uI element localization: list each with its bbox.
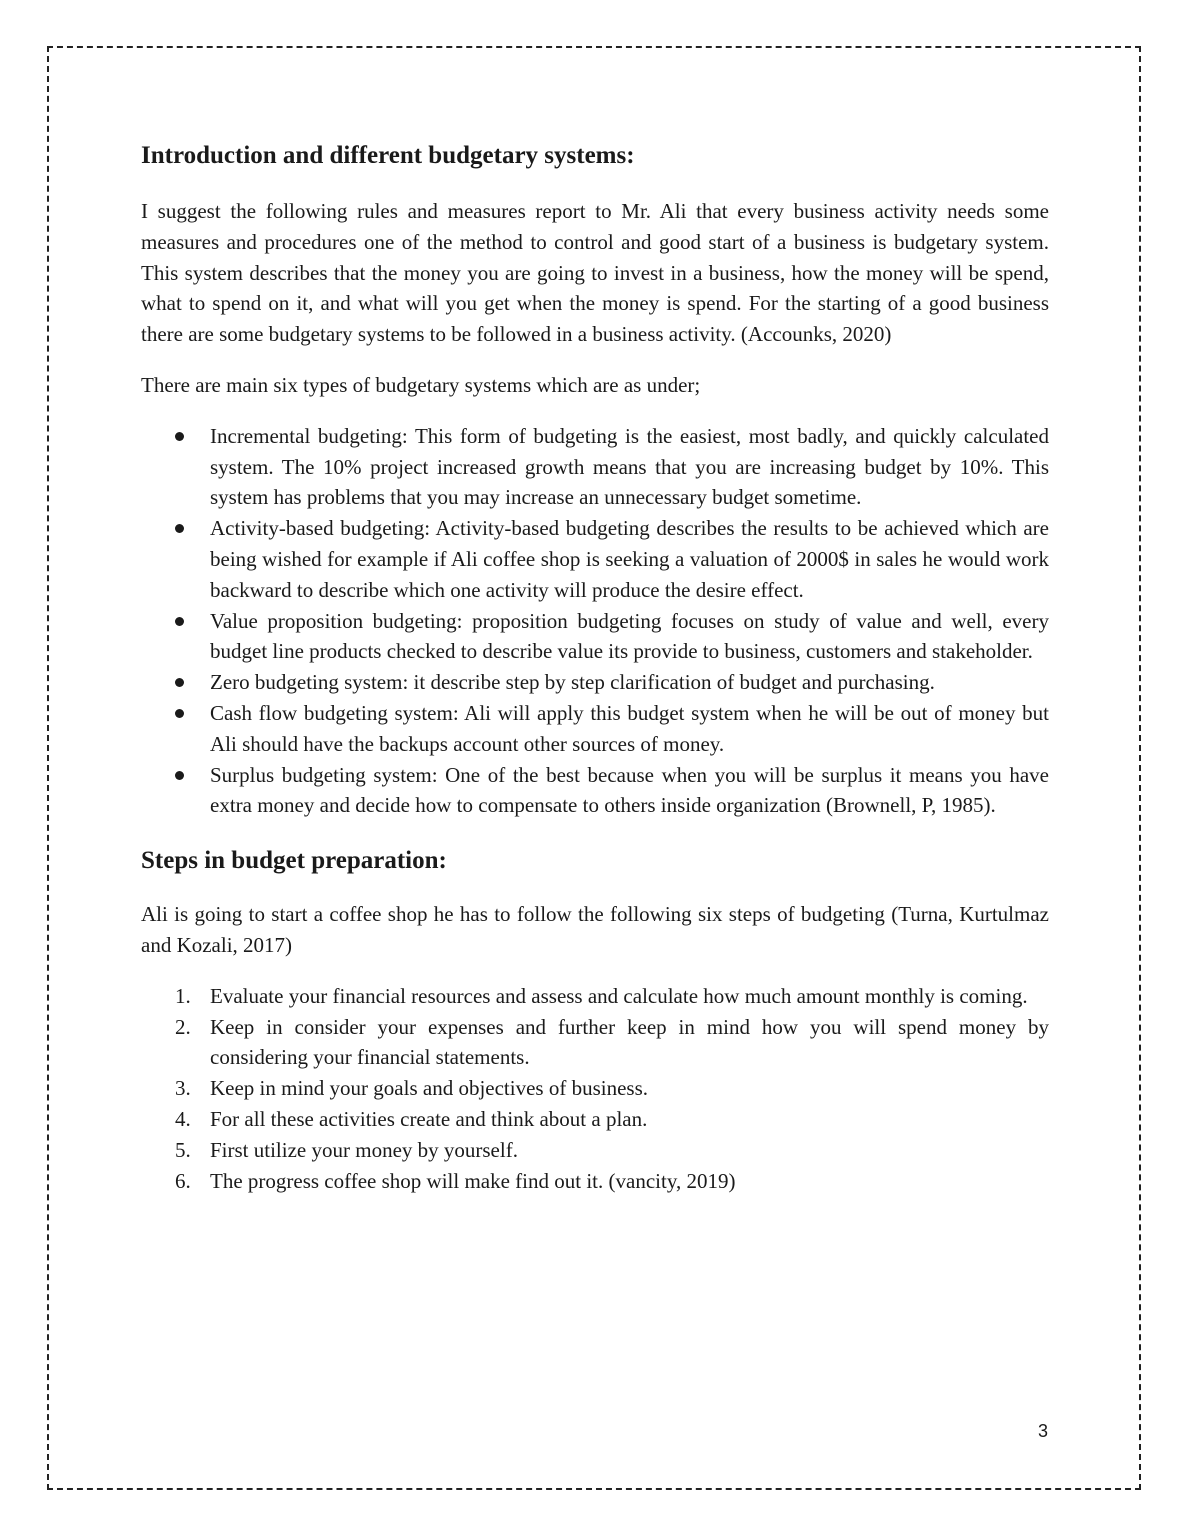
list-item-text: Activity-based budgeting: Activity-based budgeting describes the results to be achieved which are being wished for example if Ali coffee shop is seeking a valuation of 2000$ in sales he would work backward to describe which one activity will produce the desire effect. bbox=[210, 516, 1049, 602]
list-item-text: Evaluate your financial resources and assess and calculate how much amount monthly is coming. bbox=[210, 983, 1028, 1008]
list-item-text: Cash flow budgeting system: Ali will apply this budget system when he will be out of money but Ali should have the backups account other sources of money. bbox=[210, 700, 1049, 756]
bullet-icon bbox=[175, 709, 184, 718]
list-item-text: First utilize your money by yourself. bbox=[210, 1137, 518, 1162]
list-item bbox=[141, 1166, 1049, 1197]
list-item bbox=[141, 1135, 1049, 1166]
list-item bbox=[141, 1012, 1049, 1074]
budgetary-systems-list bbox=[141, 421, 1049, 821]
list-item-number: 4. bbox=[175, 1106, 191, 1131]
list-item bbox=[141, 760, 1049, 822]
list-item-text: Keep in consider your expenses and further keep in mind how you will spend money by considering your financial statements. bbox=[210, 1014, 1049, 1070]
list-item-number: 3. bbox=[175, 1076, 191, 1101]
list-item bbox=[141, 667, 1049, 698]
list-item-text: Surplus budgeting system: One of the best because when you will be surplus it means you have extra money and decide how to compensate to others inside organization (Brownell, P, 1985). bbox=[210, 762, 1049, 818]
bullet-icon bbox=[175, 432, 184, 441]
list-item-text: Incremental budgeting: This form of budgeting is the easiest, most badly, and quickly calculated system. The 10% project increased growth means that you are increasing budget by 10%. This system has problems that you may increase an unnecessary budget sometime. bbox=[210, 423, 1049, 510]
list-item-number: 5. bbox=[175, 1137, 191, 1162]
list-item bbox=[141, 1073, 1049, 1104]
bullet-icon bbox=[175, 617, 184, 626]
list-item-number: 2. bbox=[175, 1014, 191, 1039]
list-item-text: Value proposition budgeting: proposition budgeting focuses on study of value and well, every budget line products checked to describe value its provide to business, customers and stakeholder. bbox=[210, 608, 1049, 664]
section-heading-steps: Steps in budget preparation: bbox=[141, 847, 447, 875]
list-item bbox=[141, 513, 1049, 605]
list-item-text: Zero budgeting system: it describe step by step clarification of budget and purchasing. bbox=[210, 670, 935, 695]
list-item-number: 6. bbox=[175, 1168, 191, 1193]
document-body bbox=[141, 140, 1049, 1196]
bullet-icon bbox=[175, 771, 184, 780]
list-item-text: Keep in mind your goals and objectives of business. bbox=[210, 1076, 649, 1101]
list-item bbox=[141, 698, 1049, 760]
list-item bbox=[141, 421, 1049, 513]
list-item bbox=[141, 1104, 1049, 1135]
steps-intro-paragraph: Ali is going to start a coffee shop he has to follow the following six steps of budgeting (Turna, Kurtulmaz and Kozali, 2017) bbox=[141, 902, 1049, 957]
section-heading-introduction: Introduction and different budgetary systems: bbox=[141, 142, 635, 169]
intro-paragraph: I suggest the following rules and measures report to Mr. Ali that every business activity needs some measures and procedures one of the method to control and good start of a business is budgetary system. This system describes that the money you are going to invest in a business, how the money will be spend, what to spend on it, and what will you get when the money is spend. For the starting of a good business there are some budgetary systems to be followed in a business activity. (Accounks, 2020) bbox=[141, 199, 1049, 347]
list-item bbox=[141, 606, 1049, 668]
bullet-icon bbox=[175, 524, 184, 533]
budget-steps-list bbox=[141, 981, 1049, 1197]
page-number: 3 bbox=[1038, 1421, 1049, 1441]
list-item bbox=[141, 981, 1049, 1012]
bullet-icon bbox=[175, 678, 184, 687]
list-item-number: 1. bbox=[175, 983, 191, 1008]
types-intro-paragraph: There are main six types of budgetary systems which are as under; bbox=[141, 372, 701, 397]
list-item-text: For all these activities create and think about a plan. bbox=[210, 1106, 648, 1131]
list-item-text: The progress coffee shop will make find out it. (vancity, 2019) bbox=[210, 1168, 736, 1193]
